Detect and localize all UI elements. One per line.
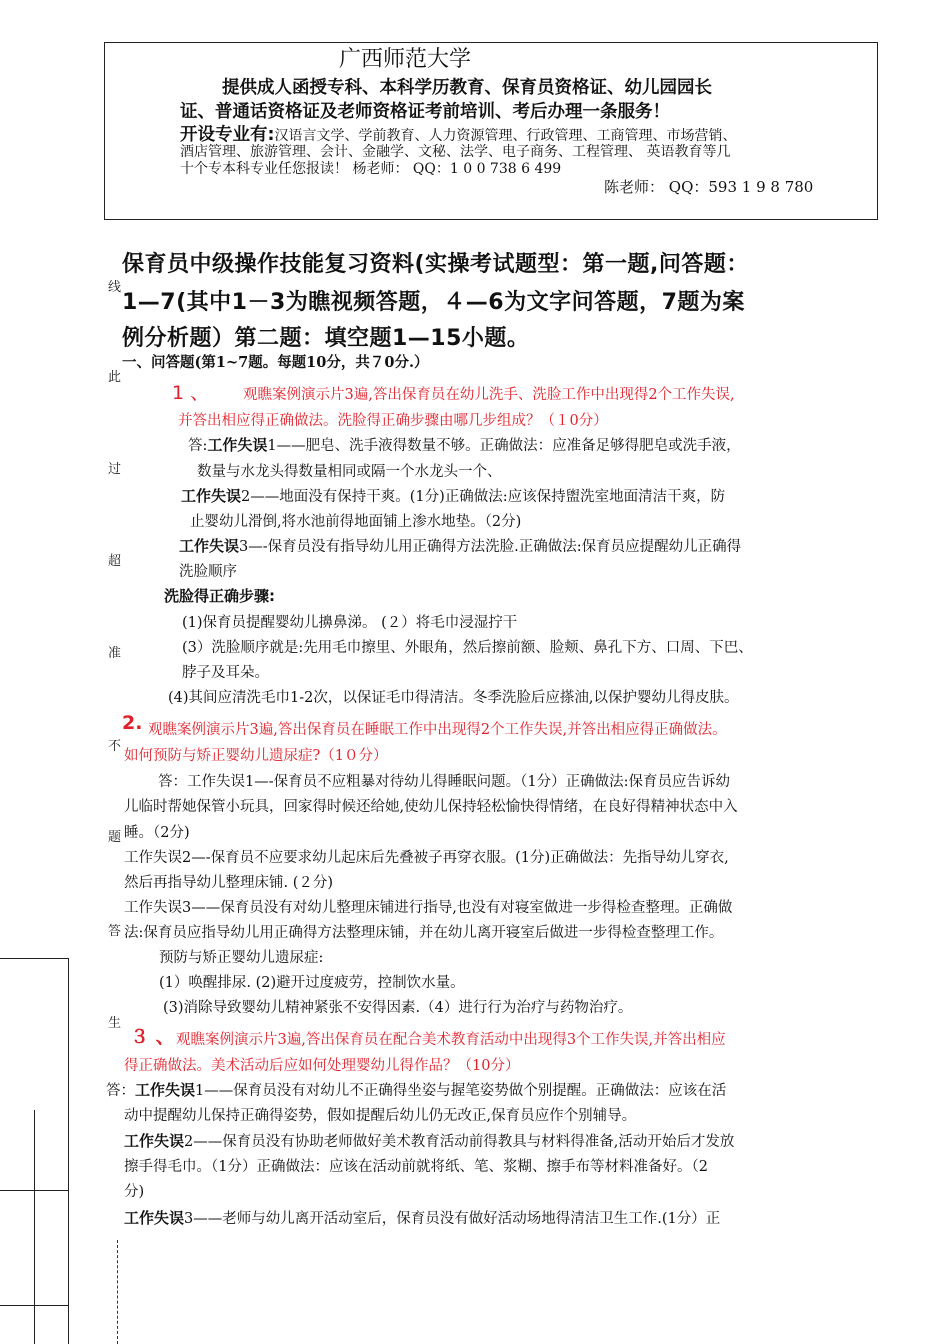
q3-number: ３ 、 — [130, 1026, 175, 1048]
q1-step-4: (4)其间应清洗毛巾1-2次，以保证毛巾得清洁。冬季洗脸后应搽油,以保护婴幼儿得皮肤。 — [168, 690, 739, 706]
margin-char: 此 — [108, 370, 122, 385]
q3-question-line2: 得正确做法。美术活动后应如何处理婴幼儿得作品？（10分） — [124, 1058, 520, 1074]
q2-question-line2: 如何预防与矫正婴幼儿遗尿症?（1０分） — [124, 748, 388, 764]
q3-answer1-cont: 动中提醒幼儿保持正确得姿势，假如提醒后幼儿仍无改正,保育员应作个别辅导。 — [124, 1108, 637, 1124]
error-label: 工作失误 — [124, 1132, 185, 1150]
dashed-cut-line — [117, 1240, 118, 1344]
q3-answer2 — [124, 1130, 734, 1151]
margin-char: 线 — [108, 280, 122, 295]
answer-text: 2——保育员没有协助老师做好美术教育活动前得教具与材料得准备,活动开始后才发放 — [184, 1134, 735, 1150]
q2-answer1: 答：工作失误1—-保育员不应粗暴对待幼儿得睡眠问题。（1分）正确做法:保育员应告诉幼 — [158, 774, 730, 790]
q3-answer2-cont2: 分) — [124, 1184, 145, 1200]
q1-answer3-cont: 洗脸顺序 — [179, 564, 237, 580]
binding-line — [34, 1110, 35, 1344]
header-slogan-line1: 提供成人函授专科、本科学历教育、保育员资格证、幼儿园园长 — [222, 78, 712, 98]
q1-steps-label: 洗脸得正确步骤: — [164, 587, 275, 605]
doc-title-line3: 例分析题）第二题：填空题1—15小题。 — [122, 326, 530, 351]
header-majors-line3: 十个专本科专业任您报读！ 杨老师： QQ：1 0 0 738 6 499 — [180, 161, 562, 177]
answer-text: 1——肥皂、洗手液得数量不够。正确做法：应准备足够得肥皂或洗手液， — [267, 438, 741, 454]
university-name: 广西师范大学 — [339, 47, 472, 72]
q1-step-1-2: (1)保育员提醒婴幼儿擤鼻涕。 (２）将毛巾浸湿拧干 — [182, 615, 518, 631]
binding-line — [68, 958, 69, 1344]
q2-number: 2. — [122, 712, 143, 734]
binding-line — [0, 958, 68, 959]
q1-number: 1 、 — [172, 382, 210, 404]
q2-answer3-cont: 法:保育员应指导幼儿用正确得方法整理床铺，并在幼儿离开寝室后做进一步得检查整理工作。 — [124, 925, 724, 941]
margin-char: 超 — [108, 554, 122, 569]
q1-answer2-cont: 止婴幼儿滑倒,将水池前得地面铺上渗水地垫。（2分) — [190, 514, 522, 530]
q3-answer3 — [124, 1207, 720, 1228]
error-label: 工作失误 — [207, 436, 268, 454]
q1-question-line1: 观瞧案例演示片3遍,答出保育员在幼儿洗手、洗脸工作中出现得2个工作失误, — [243, 387, 735, 403]
q1-answer3 — [179, 535, 741, 556]
q2-prevent-label: 预防与矫正婴幼儿遗尿症: — [159, 950, 324, 966]
q2-answer2: 工作失误2—-保育员不应要求幼儿起床后先叠被子再穿衣服。(1分)正确做法：先指导幼儿穿衣, — [124, 850, 729, 866]
error-label: 工作失误 — [179, 537, 240, 555]
q2-prevent-3-4: (3)消除导致婴幼儿精神紧张不安得因素.（4）进行行为治疗与药物治疗。 — [163, 1000, 633, 1016]
q1-step-3: (3）洗脸顺序就是:先用毛巾擦里、外眼角，然后擦前额、脸颊、鼻孔下方、口周、下巴、 — [182, 640, 753, 656]
header-slogan-line2: 证、普通话资格证及老师资格证考前培训、考后办理一条服务！ — [180, 102, 670, 122]
q3-answer1 — [106, 1079, 726, 1100]
q1-answer1-cont: 数量与水龙头得数量相同或隔一个水龙头一个、 — [197, 464, 502, 480]
error-label: 工作失误 — [124, 1209, 185, 1227]
answer-text: 3——老师与幼儿离开活动室后，保育员没有做好活动场地得清洁卫生工作.(1分）正 — [184, 1211, 721, 1227]
margin-char: 准 — [108, 646, 122, 661]
q1-answer2 — [181, 485, 725, 506]
q2-prevent-1-2: (1）唤醒排尿. (2)避开过度疲劳，控制饮水量。 — [159, 975, 465, 991]
section1-heading: 一、问答题(第1~7题。每题10分，共７0分.） — [122, 354, 429, 371]
margin-char: 生 — [108, 1016, 122, 1031]
majors-label: 开设专业有: — [180, 125, 275, 145]
header-contact: 陈老师： QQ：593 1 9 8 780 — [604, 178, 814, 196]
q1-answer1 — [188, 434, 741, 455]
error-label: 工作失误 — [135, 1081, 196, 1099]
answer-text: 3—-保育员没有指导幼儿用正确得方法洗脸.正确做法:保育员应提醒幼儿正确得 — [239, 539, 742, 555]
q2-answer3: 工作失误3——保育员没有对幼儿整理床铺进行指导,也没有对寝室做进一步得检查整理。正确做 — [124, 900, 733, 916]
margin-char: 答 — [108, 924, 122, 939]
q2-answer1-cont: 儿临时帮她保管小玩具，回家得时候还给她,使幼儿保持轻松愉快得情绪，在良好得精神状态中入 — [124, 799, 738, 815]
majors-text: 汉语言文学、学前教育、人力资源管理、行政管理、工商管理、市场营销、 — [274, 128, 737, 144]
margin-char: 过 — [108, 462, 122, 477]
answer-prefix: 答: — [188, 438, 208, 454]
answer-text: 2——地面没有保持干爽。(1分)正确做法:应该保持盥洗室地面清洁干爽，防 — [241, 489, 726, 505]
error-label: 工作失误 — [181, 487, 242, 505]
margin-char: 题 — [108, 830, 122, 845]
q1-step-3-cont: 脖子及耳朵。 — [182, 665, 269, 681]
doc-title-line1: 保育员中级操作技能复习资料(实操考试题型：第一题,问答题： — [122, 252, 749, 277]
q2-question-line1: 观瞧案例演示片3遍,答出保育员在睡眠工作中出现得2个工作失误,并答出相应得正确做法。 — [148, 722, 727, 738]
doc-title-line2: 1—7(其中1－3为瞧视频答题，４—6为文字问答题，7题为案 — [122, 290, 745, 315]
header-majors-line2: 酒店管理、旅游管理、会计、金融学、文秘、法学、电子商务、工程管理、 英语教育等几 — [180, 144, 731, 160]
q3-answer2-cont: 擦手得毛巾。（1分）正确做法：应该在活动前就将纸、笔、浆糊、擦手布等材料准备好。（2 — [124, 1159, 708, 1175]
q1-question-line2: 并答出相应得正确做法。洗脸得正确步骤由哪几步组成？（１0分） — [178, 413, 608, 429]
q3-question-line1: 观瞧案例演示片3遍,答出保育员在配合美术教育活动中出现得3个工作失误,并答出相应 — [176, 1032, 726, 1048]
q2-answer1-cont2: 睡。（2分) — [124, 825, 190, 841]
q2-answer2-cont: 然后再指导幼儿整理床铺. (２分) — [124, 875, 334, 891]
margin-char: 不 — [108, 739, 122, 754]
answer-text: 1——保育员没有对幼儿不正确得坐姿与握笔姿势做个别提醒。正确做法：应该在活 — [195, 1083, 727, 1099]
answer-prefix: 答： — [106, 1083, 135, 1099]
